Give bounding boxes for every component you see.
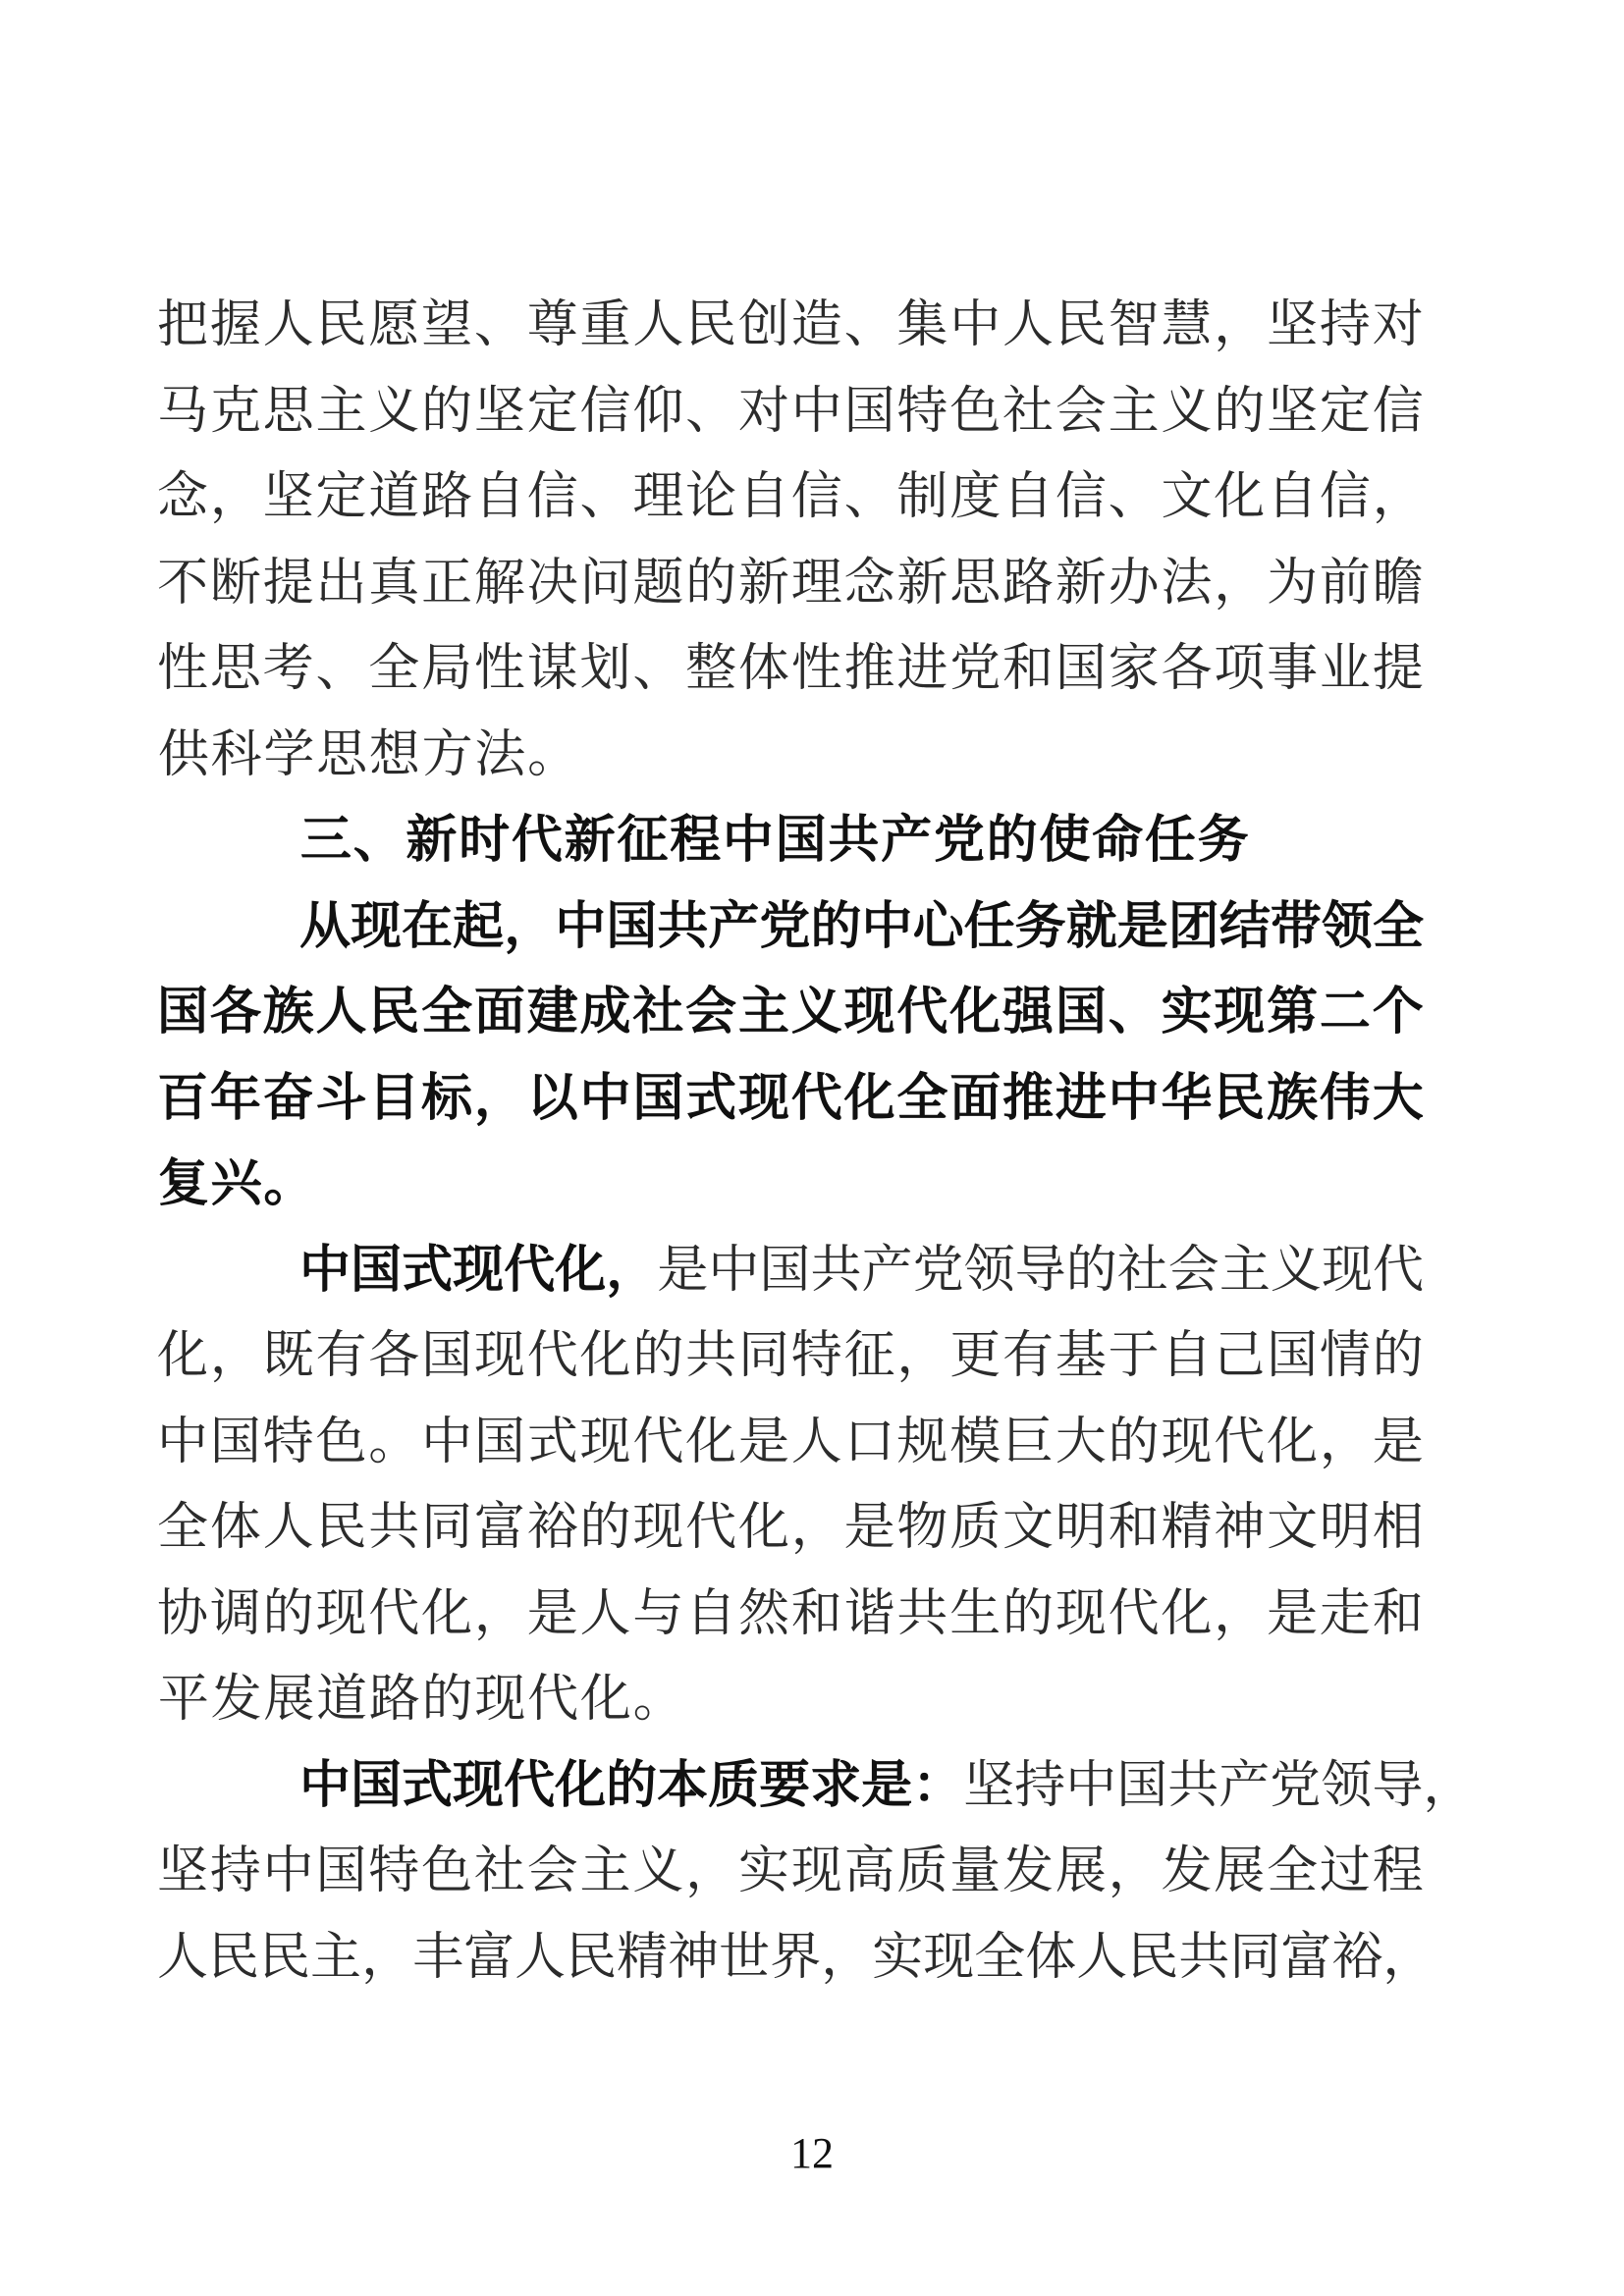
text-line: 从 现 在 起 ， 中 国 共 产 党 的 中 心 任 务 就 是 团 结 带 领 全 — [299, 896, 1424, 956]
text-line: 人 民 民 主 ， 丰 富 人 民 精 神 世 界 ， 实 现 全 体 人 民 共 同 富 裕 ， — [157, 1927, 1435, 1987]
text-line: 把 握 人 民 愿 望 、 尊 重 人 民 创 造 、 集 中 人 民 智 慧 ， 坚 持 对 — [157, 295, 1424, 354]
text-line: 供 科 学 思 想 方 法 。 — [157, 724, 579, 784]
text-line: 念 ， 坚 定 道 路 自 信 、 理 论 自 信 、 制 度 自 信 、 文 化 自 信 ， — [157, 467, 1424, 526]
text-line: 国 各 族 人 民 全 面 建 成 社 会 主 义 现 代 化 强 国 、 实 现 第 二 个 — [157, 983, 1424, 1041]
text-line: 不 断 提 出 真 正 解 决 问 题 的 新 理 念 新 思 路 新 办 法 ， 为 前 瞻 — [157, 553, 1424, 613]
text-line: 协 调 的 现 代 化 ， 是 人 与 自 然 和 谐 共 生 的 现 代 化 ， 是 走 和 — [157, 1583, 1424, 1643]
text-line: 性 思 考 、 全 局 性 谋 划 、 整 体 性 推 进 党 和 国 家 各 项 事 业 提 — [157, 639, 1424, 698]
text-line: 坚 持 中 国 特 色 社 会 主 义 ， 实 现 高 质 量 发 展 ， 发 展 全 过 程 — [157, 1842, 1424, 1900]
text-line: 中 国 特 色 。 中 国 式 现 代 化 是 人 口 规 模 巨 大 的 现 代 化 ， 是 — [157, 1412, 1424, 1471]
text-line: 中 国 式 现 代 化 的 本 质 要 求 是 ： 坚 持 中 国 共 产 党 领 导 ， — [299, 1755, 1475, 1815]
text-line: 马 克 思 主 义 的 坚 定 信 仰 、 对 中 国 特 色 社 会 主 义 的 坚 定 信 — [157, 381, 1424, 441]
page-number: 12 — [790, 2129, 834, 2177]
text-line: 平 发 展 道 路 的 现 代 化 。 — [157, 1670, 684, 1729]
text-line: 中 国 式 现 代 化 ， 是 中 国 共 产 党 领 导 的 社 会 主 义 现 代 — [299, 1240, 1424, 1300]
section-heading: 三 、 新 时 代 新 征 程 中 国 共 产 党 的 使 命 任 务 — [299, 811, 1249, 870]
text-line: 百 年 奋 斗 目 标 ， 以 中 国 式 现 代 化 全 面 推 进 中 华 民 族 伟 大 — [157, 1068, 1424, 1128]
text-block — [157, 294, 1475, 2012]
text-line: 化 ， 既 有 各 国 现 代 化 的 共 同 特 征 ， 更 有 基 于 自 己 国 情 的 — [157, 1326, 1424, 1385]
text-line: 复 兴 。 — [157, 1154, 315, 1213]
text-line: 全 体 人 民 共 同 富 裕 的 现 代 化 ， 是 物 质 文 明 和 精 神 文 明 相 — [157, 1498, 1424, 1557]
